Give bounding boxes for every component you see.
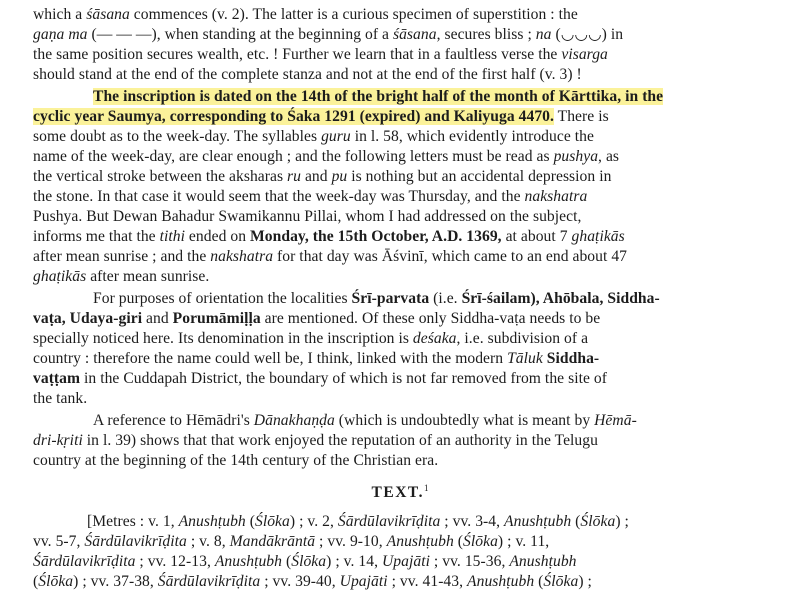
para3-line-3: specially noticed here. Its denomination in the inscription is deśaka, i.e. subdivision of a: [33, 330, 589, 347]
para4-line-3: country at the beginning of the 14th century of the Christian era.: [33, 452, 439, 469]
para3-line-2: vaṭa, Udaya-giri and Porumāmiḷḷa are mentioned. Of these only Siddha-vaṭa needs to be: [33, 310, 601, 327]
para2-line-6: the stone. In that case it would seem that the week-day was Thursday, and the nakshatra: [33, 188, 588, 205]
para2-line-9: after mean sunrise ; and the nakshatra for that day was Āśvinī, which came to an end about 47: [33, 248, 628, 265]
metres-line-4: (Ślōka) ; vv. 37-38, Śārdūlavikrīḍita ; vv. 39-40, Upajāti ; vv. 41-43, Anushṭubh (Ślōka) ;: [33, 573, 592, 590]
para1-line-3: the same position secures wealth, etc. ! Further we learn that in a faultless verse the visarga: [33, 46, 608, 63]
para2-line-5: the vertical stroke between the aksharas ru and pu is nothing but an accidental depression in: [33, 168, 612, 185]
para2-line-4: name of the week-day, are clear enough ; and the following letters must be read as pushya, as: [33, 148, 620, 165]
para2-line-8: informs me that the tithi ended on Monday, the 15th October, A.D. 1369, at about 7 ghaṭikās: [33, 228, 625, 245]
para3-line-6: the tank.: [33, 390, 88, 407]
para3-line-5: vaṭṭam in the Cuddapah District, the boundary of which is not far removed from the site of: [33, 370, 607, 387]
para4-line-2: dri-kṛiti in l. 39) shows that that work enjoyed the reputation of an authority in the Telugu: [33, 432, 598, 449]
footnote-marker: 1: [423, 483, 429, 493]
para1-line-2: gaṇa ma (— — —), when standing at the beginning of a śāsana, secures bliss ; na (◡◡◡) in: [33, 26, 624, 43]
metres-line-2: vv. 5-7, Śārdūlavikrīḍita ; v. 8, Mandākrāntā ; vv. 9-10, Anushṭubh (Ślōka) ; v. 11,: [33, 533, 550, 550]
highlighted-date-text-2: cyclic year Saumya, corresponding to Śaka 1291 (expired) and Kaliyuga 4470.: [33, 108, 554, 125]
para1-line-4: should stand at the end of the complete stanza and not at the end of the first half (v. 3) !: [33, 66, 582, 83]
para2-line-7: Pushya. But Dewan Bahadur Swamikannu Pillai, whom I had addressed on the subject,: [33, 208, 582, 225]
para3-line-1: For purposes of orientation the localities Śrī-parvata (i.e. Śrī-śailam), Ahōbala, Siddha-: [93, 290, 660, 307]
para4-line-1: A reference to Hēmādri's Dānakhaṇḍa (which is undoubtedly what is meant by Hēmā-: [93, 412, 637, 429]
metres-line-3: Śārdūlavikrīḍita ; vv. 12-13, Anushṭubh (Ślōka) ; v. 14, Upajāti ; vv. 15-36, Anushṭubh: [33, 553, 577, 570]
section-heading-text: TEXT.$^1$: [371, 483, 429, 502]
para1-line-1: which a śāsana commences (v. 2). The latter is a curious specimen of superstition : the: [33, 6, 578, 23]
highlighted-date-text-1: The inscription is dated on the 14th of the bright half of the month of Kārttika, in the: [93, 88, 664, 105]
para2-line-3: some doubt as to the week-day. The syllables guru in l. 58, which evidently introduce the: [33, 128, 594, 145]
metres-line-1: [Metres : v. 1, Anushṭubh (Ślōka) ; v. 2, Śārdūlavikrīḍita ; vv. 3-4, Anushṭubh (Ślōka) ;: [87, 513, 629, 530]
para3-line-4: country : therefore the name could well be, I think, linked with the modern Tāluk Siddha-: [33, 350, 600, 367]
para2-line-10: ghaṭikās after mean sunrise.: [33, 268, 210, 285]
para2-line-1: [93, 87, 663, 107]
para2-line-2: cyclic year Saumya, corresponding to Śaka 1291 (expired) and Kaliyuga 4470. There is: [33, 108, 609, 125]
